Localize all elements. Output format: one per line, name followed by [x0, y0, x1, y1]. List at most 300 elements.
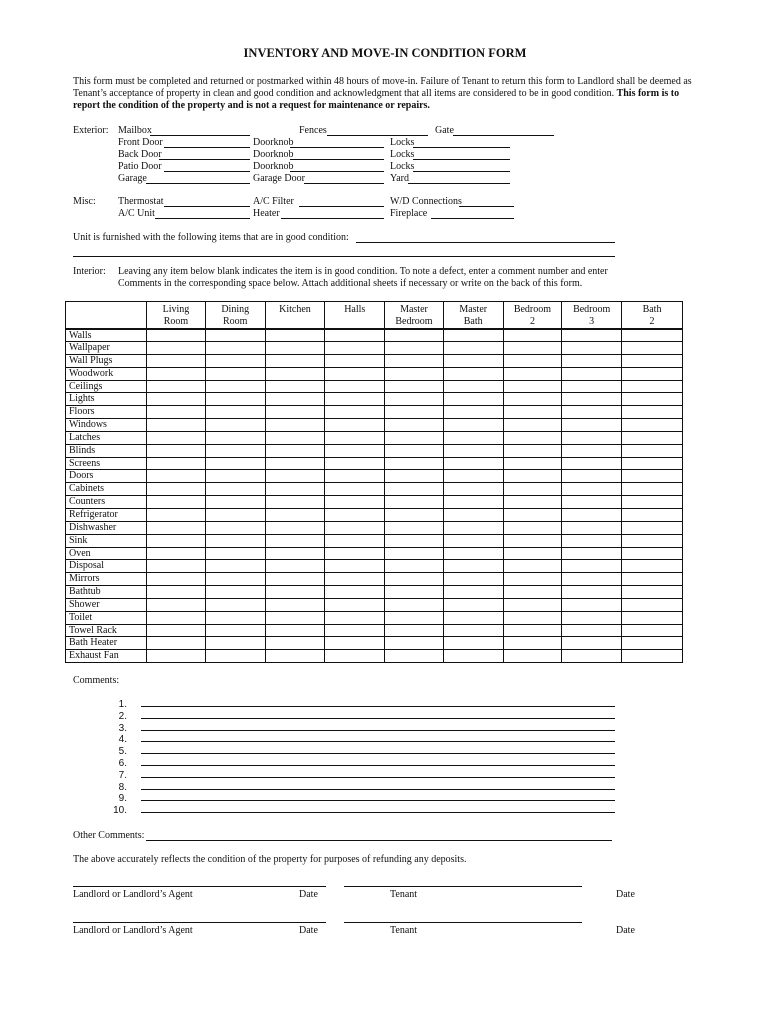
table-cell[interactable]	[325, 560, 385, 573]
misc-a-c-filter-input[interactable]	[299, 206, 384, 207]
table-cell[interactable]	[622, 611, 683, 624]
misc-w-d-connections-input[interactable]	[459, 206, 514, 207]
table-cell[interactable]	[265, 534, 325, 547]
table-cell[interactable]	[443, 380, 503, 393]
table-cell[interactable]	[205, 444, 265, 457]
table-cell[interactable]	[205, 624, 265, 637]
table-cell[interactable]	[325, 431, 385, 444]
table-cell[interactable]	[622, 508, 683, 521]
table-cell[interactable]	[205, 483, 265, 496]
table-cell[interactable]	[385, 444, 444, 457]
table-cell[interactable]	[622, 444, 683, 457]
table-cell[interactable]	[205, 637, 265, 650]
table-cell[interactable]	[325, 483, 385, 496]
table-cell[interactable]	[562, 650, 622, 663]
exterior-back-door-input[interactable]	[159, 159, 250, 160]
column-header-kitchen: Kitchen	[265, 302, 325, 329]
table-cell[interactable]	[385, 329, 444, 342]
exterior-locks-input[interactable]	[413, 171, 510, 172]
interior-instructions-1: Leaving any item below blank indicates the item is in good condition. To note a defect, enter a comment number and enter	[118, 266, 608, 277]
table-cell[interactable]	[265, 380, 325, 393]
table-cell[interactable]	[443, 329, 503, 342]
table-cell[interactable]	[265, 598, 325, 611]
table-cell[interactable]	[385, 367, 444, 380]
table-cell[interactable]	[385, 380, 444, 393]
table-cell[interactable]	[562, 342, 622, 355]
table-cell[interactable]	[503, 380, 562, 393]
table-cell[interactable]	[562, 393, 622, 406]
table-cell[interactable]	[265, 496, 325, 509]
table-cell[interactable]	[385, 611, 444, 624]
table-row	[66, 624, 683, 637]
table-cell[interactable]	[265, 650, 325, 663]
table-cell[interactable]	[562, 611, 622, 624]
table-cell[interactable]	[443, 560, 503, 573]
table-cell[interactable]	[622, 431, 683, 444]
table-cell[interactable]	[503, 444, 562, 457]
table-cell[interactable]	[503, 547, 562, 560]
table-cell[interactable]	[503, 419, 562, 432]
table-cell[interactable]	[265, 560, 325, 573]
table-row	[66, 560, 683, 573]
table-cell[interactable]	[205, 342, 265, 355]
table-cell[interactable]	[325, 354, 385, 367]
table-cell[interactable]	[147, 598, 206, 611]
table-cell[interactable]	[385, 406, 444, 419]
table-cell[interactable]	[265, 393, 325, 406]
row-label-sink: Sink	[66, 534, 147, 547]
table-cell[interactable]	[443, 534, 503, 547]
table-cell[interactable]	[205, 367, 265, 380]
table-row	[66, 329, 683, 342]
table-cell[interactable]	[443, 419, 503, 432]
table-cell[interactable]	[443, 496, 503, 509]
table-cell[interactable]	[562, 457, 622, 470]
table-cell[interactable]	[562, 470, 622, 483]
table-cell[interactable]	[503, 508, 562, 521]
table-cell[interactable]	[325, 393, 385, 406]
table-cell[interactable]	[205, 457, 265, 470]
table-cell[interactable]	[562, 431, 622, 444]
table-cell[interactable]	[622, 547, 683, 560]
table-cell[interactable]	[265, 470, 325, 483]
table-cell[interactable]	[503, 598, 562, 611]
table-row	[66, 496, 683, 509]
table-cell[interactable]	[205, 586, 265, 599]
table-cell[interactable]	[147, 406, 206, 419]
table-cell[interactable]	[622, 637, 683, 650]
exterior-locks-input[interactable]	[413, 147, 510, 148]
table-cell[interactable]	[622, 483, 683, 496]
table-cell[interactable]	[205, 496, 265, 509]
table-cell[interactable]	[443, 521, 503, 534]
table-cell[interactable]	[147, 547, 206, 560]
table-cell[interactable]	[265, 329, 325, 342]
table-cell[interactable]	[503, 431, 562, 444]
table-cell[interactable]	[622, 419, 683, 432]
table-cell[interactable]	[205, 393, 265, 406]
table-cell[interactable]	[325, 521, 385, 534]
table-cell[interactable]	[622, 496, 683, 509]
table-cell[interactable]	[503, 496, 562, 509]
table-cell[interactable]	[562, 521, 622, 534]
table-cell[interactable]	[147, 444, 206, 457]
table-cell[interactable]	[147, 457, 206, 470]
table-cell[interactable]	[443, 483, 503, 496]
table-cell[interactable]	[265, 444, 325, 457]
table-cell[interactable]	[562, 624, 622, 637]
table-cell[interactable]	[147, 624, 206, 637]
comment-input-line[interactable]	[141, 730, 615, 731]
comment-number: 5.	[118, 746, 127, 758]
table-cell[interactable]	[385, 534, 444, 547]
row-label-windows: Windows	[66, 419, 147, 432]
table-cell[interactable]	[325, 444, 385, 457]
table-cell[interactable]	[562, 406, 622, 419]
table-cell[interactable]	[443, 367, 503, 380]
table-cell[interactable]	[147, 470, 206, 483]
table-cell[interactable]	[205, 521, 265, 534]
exterior-locks-input[interactable]	[413, 159, 510, 160]
table-cell[interactable]	[325, 329, 385, 342]
table-cell[interactable]	[385, 547, 444, 560]
table-cell[interactable]	[562, 534, 622, 547]
table-cell[interactable]	[622, 393, 683, 406]
tenant-label-2: Tenant	[390, 925, 418, 936]
table-cell[interactable]	[205, 650, 265, 663]
table-cell[interactable]	[562, 573, 622, 586]
table-cell[interactable]	[443, 624, 503, 637]
table-cell[interactable]	[385, 560, 444, 573]
table-cell[interactable]	[147, 521, 206, 534]
table-cell[interactable]	[503, 611, 562, 624]
table-cell[interactable]	[265, 573, 325, 586]
table-cell[interactable]	[503, 573, 562, 586]
table-cell[interactable]	[265, 457, 325, 470]
table-cell[interactable]	[503, 534, 562, 547]
table-cell[interactable]	[325, 534, 385, 547]
table-cell[interactable]	[325, 547, 385, 560]
table-cell[interactable]	[325, 457, 385, 470]
table-cell[interactable]	[385, 521, 444, 534]
row-label-oven: Oven	[66, 547, 147, 560]
table-cell[interactable]	[503, 354, 562, 367]
row-label-woodwork: Woodwork	[66, 367, 147, 380]
table-cell[interactable]	[147, 496, 206, 509]
table-cell[interactable]	[385, 431, 444, 444]
table-cell[interactable]	[147, 431, 206, 444]
table-cell[interactable]	[385, 354, 444, 367]
exterior-doorknob-input[interactable]	[290, 147, 384, 148]
comment-number: 8.	[118, 781, 127, 793]
misc-thermostat-input[interactable]	[164, 206, 250, 207]
intro-bold-text: This form is to report the condition of the property and is not a request for maintenance or repairs.	[73, 88, 680, 112]
table-cell[interactable]	[503, 470, 562, 483]
table-cell[interactable]	[265, 354, 325, 367]
table-cell[interactable]	[147, 534, 206, 547]
table-cell[interactable]	[147, 560, 206, 573]
table-cell[interactable]	[265, 586, 325, 599]
table-cell[interactable]	[147, 573, 206, 586]
table-cell[interactable]	[147, 611, 206, 624]
table-cell[interactable]	[147, 586, 206, 599]
table-cell[interactable]	[325, 624, 385, 637]
misc-a-c-unit-input[interactable]	[155, 218, 250, 219]
table-cell[interactable]	[622, 367, 683, 380]
table-cell[interactable]	[385, 496, 444, 509]
table-header-row	[66, 302, 683, 329]
table-cell[interactable]	[562, 496, 622, 509]
exterior-mailbox-input[interactable]	[150, 135, 250, 136]
table-cell[interactable]	[265, 508, 325, 521]
table-cell[interactable]	[205, 508, 265, 521]
table-cell[interactable]	[622, 624, 683, 637]
table-cell[interactable]	[325, 637, 385, 650]
table-cell[interactable]	[562, 598, 622, 611]
table-cell[interactable]	[443, 457, 503, 470]
row-label-counters: Counters	[66, 496, 147, 509]
table-cell[interactable]	[622, 598, 683, 611]
misc-heater-input[interactable]	[281, 218, 384, 219]
table-cell[interactable]	[503, 367, 562, 380]
table-cell[interactable]	[443, 547, 503, 560]
table-cell[interactable]	[205, 470, 265, 483]
table-cell[interactable]	[205, 431, 265, 444]
row-label-mirrors: Mirrors	[66, 573, 147, 586]
table-cell[interactable]	[385, 573, 444, 586]
table-cell[interactable]	[265, 521, 325, 534]
table-row	[66, 547, 683, 560]
table-cell[interactable]	[205, 406, 265, 419]
table-cell[interactable]	[325, 342, 385, 355]
table-row	[66, 431, 683, 444]
table-cell[interactable]	[205, 380, 265, 393]
table-cell[interactable]	[205, 329, 265, 342]
table-cell[interactable]	[147, 367, 206, 380]
table-cell[interactable]	[503, 457, 562, 470]
table-cell[interactable]	[443, 650, 503, 663]
table-cell[interactable]	[385, 342, 444, 355]
exterior-yard-input[interactable]	[408, 183, 510, 184]
exterior-mailbox-label: Mailbox	[118, 125, 152, 136]
table-cell[interactable]	[265, 624, 325, 637]
exterior-doorknob-label: Doorknob	[253, 137, 294, 148]
table-cell[interactable]	[205, 598, 265, 611]
table-cell[interactable]	[443, 354, 503, 367]
table-cell[interactable]	[503, 406, 562, 419]
comment-input-line[interactable]	[141, 753, 615, 754]
table-cell[interactable]	[325, 508, 385, 521]
table-cell[interactable]	[265, 483, 325, 496]
exterior-fences-input[interactable]	[327, 135, 428, 136]
misc-fireplace-input[interactable]	[431, 218, 514, 219]
table-cell[interactable]	[205, 560, 265, 573]
exterior-doorknob-input[interactable]	[290, 159, 384, 160]
table-cell[interactable]	[443, 470, 503, 483]
table-cell[interactable]	[503, 560, 562, 573]
table-cell[interactable]	[265, 637, 325, 650]
header-blank	[66, 302, 147, 329]
exterior-front-door-input[interactable]	[164, 147, 250, 148]
table-cell[interactable]	[385, 419, 444, 432]
table-cell[interactable]	[325, 598, 385, 611]
table-cell[interactable]	[503, 342, 562, 355]
table-cell[interactable]	[443, 573, 503, 586]
table-cell[interactable]	[385, 508, 444, 521]
comment-input-line[interactable]	[141, 741, 615, 742]
comment-input-line[interactable]	[141, 706, 615, 707]
table-cell[interactable]	[325, 611, 385, 624]
table-cell[interactable]	[503, 650, 562, 663]
comment-input-line[interactable]	[141, 765, 615, 766]
furnished-input-line[interactable]	[356, 242, 615, 243]
table-cell[interactable]	[205, 547, 265, 560]
table-row	[66, 419, 683, 432]
table-cell[interactable]	[562, 367, 622, 380]
table-cell[interactable]	[562, 444, 622, 457]
comment-input-line[interactable]	[141, 718, 615, 719]
table-cell[interactable]	[443, 444, 503, 457]
table-cell[interactable]	[325, 470, 385, 483]
table-cell[interactable]	[147, 650, 206, 663]
table-cell[interactable]	[562, 637, 622, 650]
table-cell[interactable]	[147, 342, 206, 355]
table-cell[interactable]	[622, 650, 683, 663]
table-cell[interactable]	[385, 598, 444, 611]
table-cell[interactable]	[325, 367, 385, 380]
table-cell[interactable]	[443, 342, 503, 355]
table-cell[interactable]	[325, 573, 385, 586]
table-cell[interactable]	[205, 419, 265, 432]
comment-input-line[interactable]	[141, 789, 615, 790]
table-cell[interactable]	[325, 419, 385, 432]
table-cell[interactable]	[622, 380, 683, 393]
table-cell[interactable]	[325, 380, 385, 393]
table-row	[66, 611, 683, 624]
table-cell[interactable]	[147, 380, 206, 393]
table-cell[interactable]	[385, 393, 444, 406]
table-cell[interactable]	[443, 406, 503, 419]
table-cell[interactable]	[622, 560, 683, 573]
table-cell[interactable]	[205, 611, 265, 624]
landlord-signature-line-2[interactable]	[73, 922, 326, 923]
table-cell[interactable]	[443, 611, 503, 624]
landlord-signature-line-1[interactable]	[73, 886, 326, 887]
misc-thermostat-label: Thermostat	[118, 196, 164, 207]
table-cell[interactable]	[622, 534, 683, 547]
table-cell[interactable]	[503, 586, 562, 599]
table-cell[interactable]	[622, 573, 683, 586]
table-cell[interactable]	[622, 406, 683, 419]
table-cell[interactable]	[562, 547, 622, 560]
comment-input-line[interactable]	[141, 777, 615, 778]
table-cell[interactable]	[147, 329, 206, 342]
table-cell[interactable]	[265, 342, 325, 355]
table-cell[interactable]	[443, 586, 503, 599]
table-cell[interactable]	[325, 406, 385, 419]
table-cell[interactable]	[205, 534, 265, 547]
table-cell[interactable]	[503, 393, 562, 406]
table-cell[interactable]	[325, 496, 385, 509]
table-cell[interactable]	[443, 598, 503, 611]
table-cell[interactable]	[385, 457, 444, 470]
table-cell[interactable]	[622, 521, 683, 534]
table-cell[interactable]	[443, 431, 503, 444]
table-cell[interactable]	[562, 508, 622, 521]
table-cell[interactable]	[562, 329, 622, 342]
table-cell[interactable]	[503, 329, 562, 342]
table-cell[interactable]	[385, 624, 444, 637]
exterior-patio-door-input[interactable]	[164, 171, 250, 172]
exterior-garage-input[interactable]	[146, 183, 250, 184]
exterior-front-door-label: Front Door	[118, 137, 163, 148]
comment-input-line[interactable]	[141, 812, 615, 813]
table-cell[interactable]	[265, 406, 325, 419]
table-cell[interactable]	[147, 354, 206, 367]
table-cell[interactable]	[205, 573, 265, 586]
table-cell[interactable]	[622, 457, 683, 470]
table-row	[66, 534, 683, 547]
table-cell[interactable]	[562, 380, 622, 393]
table-cell[interactable]	[385, 483, 444, 496]
table-cell[interactable]	[443, 393, 503, 406]
furnished-input-line-2[interactable]	[73, 256, 615, 257]
other-comments-input-line[interactable]	[146, 840, 612, 841]
table-cell[interactable]	[443, 508, 503, 521]
table-cell[interactable]	[265, 431, 325, 444]
table-cell[interactable]	[503, 483, 562, 496]
table-cell[interactable]	[385, 637, 444, 650]
table-cell[interactable]	[385, 470, 444, 483]
table-cell[interactable]	[265, 611, 325, 624]
table-cell[interactable]	[503, 637, 562, 650]
table-cell[interactable]	[385, 650, 444, 663]
exterior-garage-door-input[interactable]	[304, 183, 384, 184]
table-cell[interactable]	[562, 560, 622, 573]
table-cell[interactable]	[503, 521, 562, 534]
table-cell[interactable]	[622, 342, 683, 355]
tenant-signature-line-2[interactable]	[344, 922, 582, 923]
table-cell[interactable]	[443, 637, 503, 650]
table-cell[interactable]	[265, 547, 325, 560]
table-cell[interactable]	[265, 367, 325, 380]
exterior-gate-input[interactable]	[453, 135, 554, 136]
table-cell[interactable]	[147, 393, 206, 406]
table-cell[interactable]	[503, 624, 562, 637]
table-cell[interactable]	[147, 508, 206, 521]
exterior-doorknob-input[interactable]	[290, 171, 384, 172]
other-comments-label: Other Comments:	[73, 830, 145, 841]
table-cell[interactable]	[205, 354, 265, 367]
comment-input-line[interactable]	[141, 800, 615, 801]
table-cell[interactable]	[385, 586, 444, 599]
table-cell[interactable]	[622, 354, 683, 367]
table-cell[interactable]	[622, 329, 683, 342]
table-cell[interactable]	[325, 586, 385, 599]
table-cell[interactable]	[562, 419, 622, 432]
table-cell[interactable]	[265, 419, 325, 432]
table-cell[interactable]	[622, 586, 683, 599]
table-cell[interactable]	[147, 419, 206, 432]
tenant-signature-line-1[interactable]	[344, 886, 582, 887]
table-cell[interactable]	[325, 650, 385, 663]
table-cell[interactable]	[622, 470, 683, 483]
table-cell[interactable]	[147, 483, 206, 496]
table-cell[interactable]	[562, 354, 622, 367]
table-cell[interactable]	[562, 586, 622, 599]
table-cell[interactable]	[562, 483, 622, 496]
table-cell[interactable]	[147, 637, 206, 650]
